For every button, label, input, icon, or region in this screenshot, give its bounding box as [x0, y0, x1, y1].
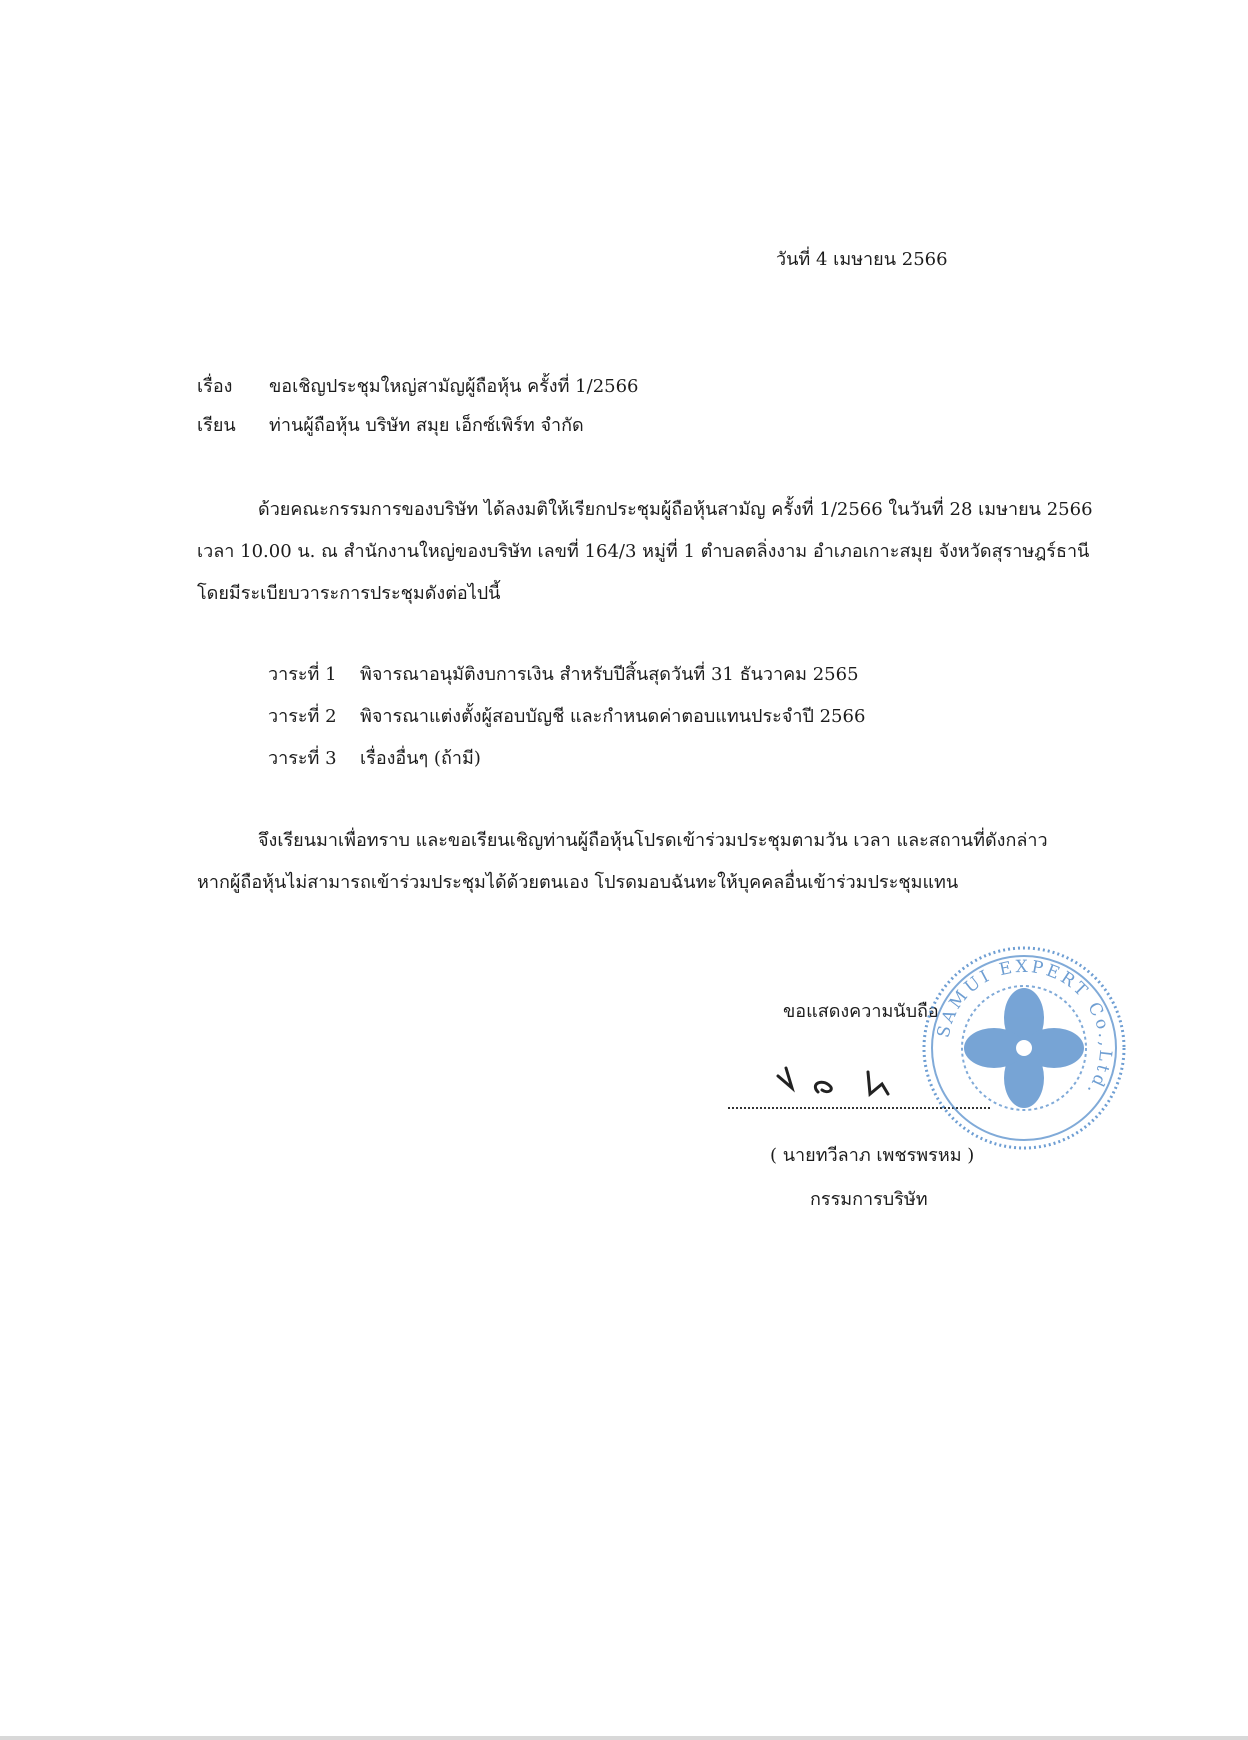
- letter-date: วันที่ 4 เมษายน 2566: [776, 249, 948, 270]
- closing-line-1: จึงเรียนมาเพื่อทราบ และขอเรียนเชิญท่านผู้ถือหุ้นโปรดเข้าร่วมประชุมตามวัน เวลา และสถานที่ดังกล่าว: [258, 830, 1048, 851]
- signature-regards: ขอแสดงความนับถือ: [783, 1001, 939, 1022]
- recipient-text: ท่านผู้ถือหุ้น บริษัท สมุย เอ็กซ์เพิร์ท จำกัด: [269, 415, 584, 436]
- intro-line-3: โดยมีระเบียบวาระการประชุมดังต่อไปนี้: [197, 583, 501, 604]
- agenda-2-number: วาระที่ 2: [268, 706, 337, 727]
- signatory-name: ( นายทวีลาภ เพชรพรหม ): [770, 1145, 975, 1166]
- intro-line-1: ด้วยคณะกรรมการของบริษัท ได้ลงมติให้เรียกประชุมผู้ถือหุ้นสามัญ ครั้งที่ 1/2566 ในวันที่ 28 เมษายน 2566: [258, 499, 1093, 520]
- intro-line-2: เวลา 10.00 น. ณ สำนักงานใหญ่ของบริษัท เลขที่ 164/3 หมู่ที่ 1 ตำบลตลิ่งงาม อำเภอเกาะสมุย จังหวัดสุราษฎร์ธานี: [197, 541, 1090, 562]
- flower-logo-icon: [964, 988, 1084, 1108]
- subject-text: ขอเชิญประชุมใหญ่สามัญผู้ถือหุ้น ครั้งที่ 1/2566: [269, 376, 639, 397]
- recipient-label: เรียน: [197, 415, 236, 436]
- agenda-1-number: วาระที่ 1: [268, 664, 337, 685]
- agenda-1-text: พิจารณาอนุมัติงบการเงิน สำหรับปีสิ้นสุดวันที่ 31 ธันวาคม 2565: [360, 664, 859, 685]
- agenda-2-text: พิจารณาแต่งตั้งผู้สอบบัญชี และกำหนดค่าตอบแทนประจำปี 2566: [360, 706, 866, 727]
- subject-label: เรื่อง: [197, 376, 233, 397]
- company-seal: [918, 942, 1130, 1154]
- agenda-3-number: วาระที่ 3: [268, 748, 337, 769]
- signatory-position: กรรมการบริษัท: [810, 1189, 928, 1210]
- seal-text: SAMUI EXPERT Co.,Ltd.: [933, 956, 1116, 1102]
- closing-line-2: หากผู้ถือหุ้นไม่สามารถเข้าร่วมประชุมได้ด้วยตนเอง โปรดมอบฉันทะให้บุคคลอื่นเข้าร่วมประชุมแทน: [197, 872, 959, 893]
- handwritten-signature: [770, 1058, 930, 1108]
- scan-edge: [0, 1736, 1248, 1740]
- agenda-3-text: เรื่องอื่นๆ (ถ้ามี): [360, 748, 481, 769]
